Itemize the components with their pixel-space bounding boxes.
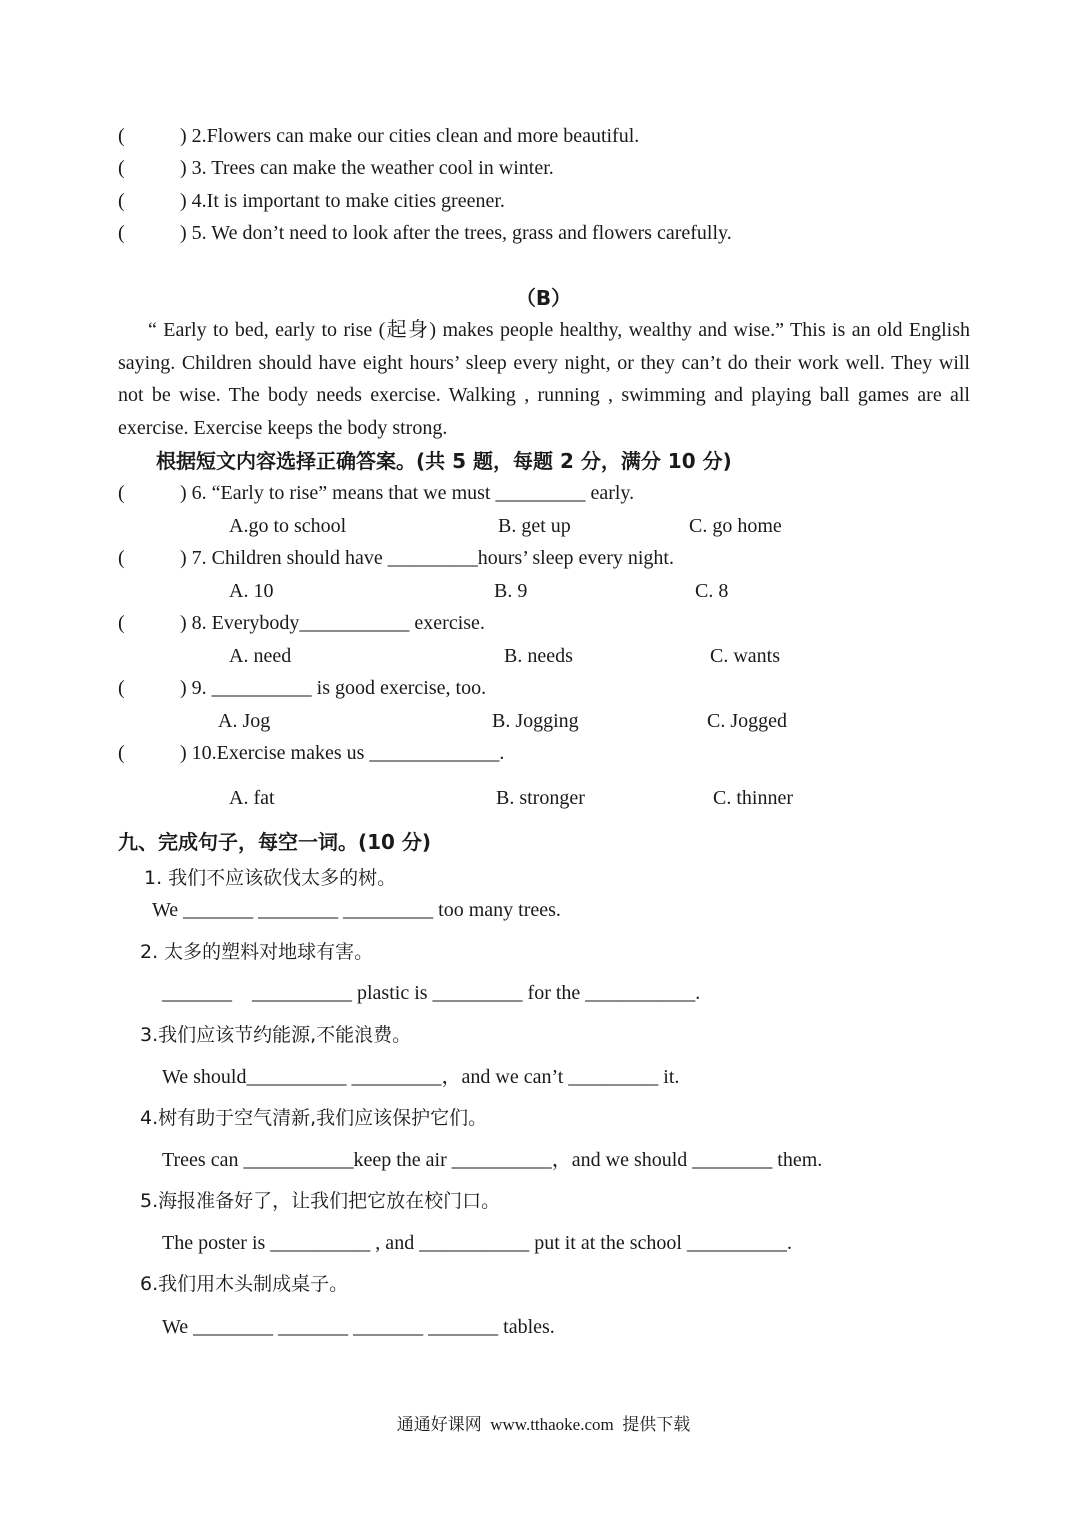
sentence-4-english: Trees can ___________keep the air __________，and we should ________ them. <box>162 1149 823 1171</box>
sentence-3-chinese: 3.我们应该节约能源,不能浪费。 <box>140 1024 412 1046</box>
question-7: ) 7. Children should have _________hours’ sleep every night. <box>180 547 674 569</box>
option-a: A. need <box>229 645 292 667</box>
option-a: A. Jog <box>218 710 271 732</box>
reading-passage: “ Early to bed, early to rise (起身) makes people healthy, wealthy and wise.” This is an old English saying. Children should have eight hours’ sleep every night, or they can’t do their work well. They will not be wise. The body needs exercise. Walking , running , swimming and playing ball games are all exercise. Exercise keeps the body strong. <box>118 319 970 439</box>
sentence-5-english: The poster is __________ , and ___________ put it at the school __________. <box>162 1232 792 1254</box>
sentence-4-chinese: 4.树有助于空气清新,我们应该保护它们。 <box>140 1107 488 1129</box>
sentence-6-english: We ________ _______ _______ _______ tables. <box>162 1316 555 1338</box>
option-b: B. get up <box>498 515 571 537</box>
answer-paren: ( <box>118 612 125 634</box>
answer-paren: ( <box>118 190 125 212</box>
answer-paren: ( <box>118 222 125 244</box>
sentence-5-chinese: 5.海报准备好了，让我们把它放在校门口。 <box>140 1190 501 1212</box>
option-b: B. 9 <box>494 580 528 602</box>
option-c: C. go home <box>689 515 782 537</box>
option-c: C. 8 <box>695 580 729 602</box>
option-a: A. 10 <box>229 580 274 602</box>
question-2: ) 2.Flowers can make our cities clean and more beautiful. <box>180 125 640 147</box>
option-b: B. needs <box>504 645 573 667</box>
question-3: ) 3. Trees can make the weather cool in winter. <box>180 157 554 179</box>
option-b: B. stronger <box>496 787 585 809</box>
answer-paren: ( <box>118 157 125 179</box>
option-c: C. Jogged <box>707 710 787 732</box>
option-c: C. wants <box>710 645 780 667</box>
page-footer: 通通好课网 www.tthaoke.com 提供下载 <box>396 1415 691 1434</box>
sentence-2-chinese: 2. 太多的塑料对地球有害。 <box>140 941 374 963</box>
question-6: ) 6. “Early to rise” means that we must _________ early. <box>180 482 635 504</box>
sentence-1-chinese: 1. 我们不应该砍伐太多的树。 <box>144 867 397 889</box>
option-a: A. fat <box>229 787 275 809</box>
option-a: A.go to school <box>229 515 347 537</box>
option-c: C. thinner <box>713 787 793 809</box>
sentence-6-chinese: 6.我们用木头制成桌子。 <box>140 1273 349 1295</box>
question-8: ) 8. Everybody___________ exercise. <box>180 612 485 634</box>
section-9-title: 九、完成句子，每空一词。(10 分) <box>118 830 432 854</box>
answer-paren: ( <box>118 482 125 504</box>
question-5: ) 5. We don’t need to look after the trees, grass and flowers carefully. <box>180 222 732 244</box>
answer-paren: ( <box>118 125 125 147</box>
section-b-title: （B） <box>515 286 572 310</box>
section-b-instruction: 根据短文内容选择正确答案。(共 5 题，每题 2 分，满分 10 分) <box>156 449 732 473</box>
question-4: ) 4.It is important to make cities greener. <box>180 190 505 212</box>
sentence-1-english: We _______ ________ _________ too many trees. <box>152 899 561 921</box>
sentence-3-english: We should__________ _________，and we can’t _________ it. <box>162 1066 680 1088</box>
answer-paren: ( <box>118 677 125 699</box>
question-10: ) 10.Exercise makes us _____________. <box>180 742 505 764</box>
answer-paren: ( <box>118 547 125 569</box>
question-9: ) 9. __________ is good exercise, too. <box>180 677 487 699</box>
sentence-2-english: _______ __________ plastic is _________ for the ___________. <box>162 982 701 1004</box>
option-b: B. Jogging <box>492 710 579 732</box>
answer-paren: ( <box>118 742 125 764</box>
